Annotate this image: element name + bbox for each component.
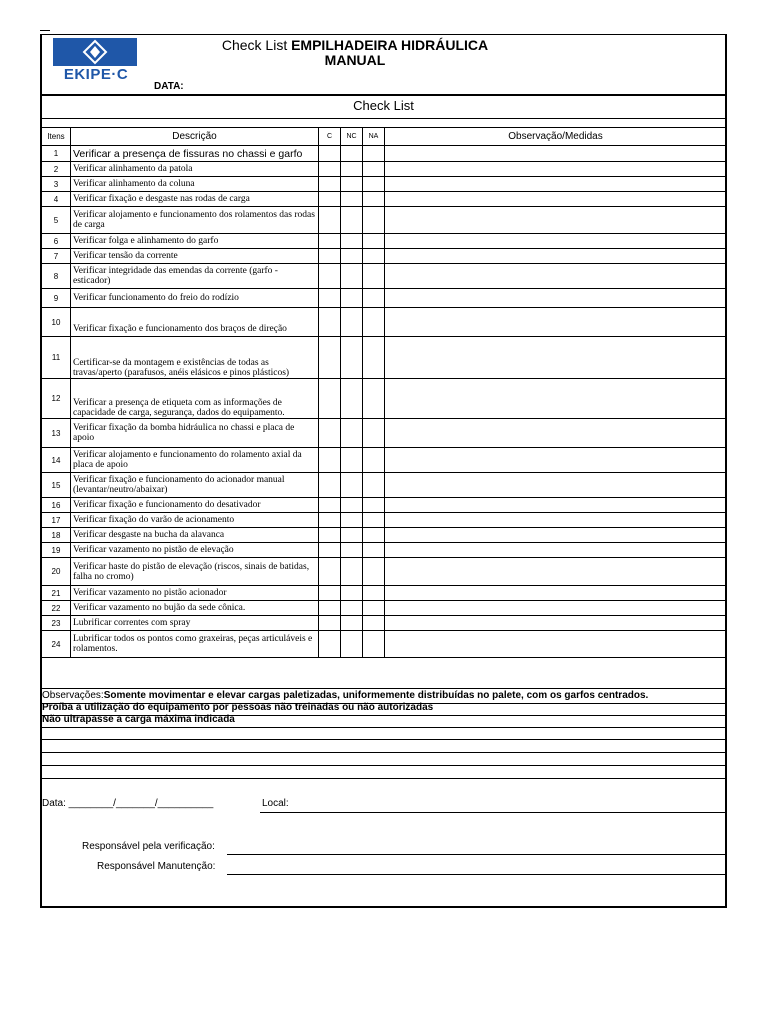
check-c[interactable] (319, 146, 341, 162)
check-c[interactable] (319, 289, 341, 308)
check-nc[interactable] (341, 264, 363, 289)
table-row (42, 558, 727, 586)
item-number: 9 (42, 289, 71, 308)
item-observacao[interactable] (385, 146, 727, 162)
item-number: 22 (42, 601, 71, 616)
item-observacao[interactable] (385, 631, 727, 658)
col-descricao: Descrição (71, 128, 319, 146)
col-observacao: Observação/Medidas (385, 128, 727, 146)
item-number: 12 (42, 379, 71, 419)
check-nc[interactable] (341, 146, 363, 162)
corner-mark (40, 30, 50, 31)
item-observacao[interactable] (385, 234, 727, 249)
check-nc[interactable] (341, 177, 363, 192)
table-row (42, 473, 727, 498)
table-row (42, 146, 727, 162)
check-nc[interactable] (341, 528, 363, 543)
table-row (42, 616, 727, 631)
check-nc[interactable] (341, 473, 363, 498)
item-number: 17 (42, 513, 71, 528)
check-c[interactable] (319, 162, 341, 177)
check-c[interactable] (319, 419, 341, 448)
item-description: Verificar tensão da corrente (71, 249, 319, 264)
check-c[interactable] (319, 308, 341, 337)
item-number: 3 (42, 177, 71, 192)
check-c[interactable] (319, 473, 341, 498)
check-nc[interactable] (341, 162, 363, 177)
check-na[interactable] (363, 586, 385, 601)
check-nc[interactable] (341, 379, 363, 419)
check-na[interactable] (363, 543, 385, 558)
observacoes-text1: Somente movimentar e elevar cargas paletizadas, uniformemente distribuídas no palete, com os garfos centrados. (103, 690, 649, 701)
check-na[interactable] (363, 631, 385, 658)
col-itens: Itens (42, 128, 71, 146)
checklist-table (41, 127, 727, 658)
item-description: Verificar funcionamento do freio do rodízio (71, 289, 319, 308)
item-description: Verificar alinhamento da coluna (71, 177, 319, 192)
col-c: C (319, 128, 341, 146)
check-c[interactable] (319, 379, 341, 419)
check-nc[interactable] (341, 558, 363, 586)
check-c[interactable] (319, 601, 341, 616)
check-c[interactable] (319, 631, 341, 658)
check-nc[interactable] (341, 337, 363, 379)
item-number: 14 (42, 448, 71, 473)
item-description: Verificar a presença de fissuras no chassi e garfo (71, 146, 319, 162)
check-nc[interactable] (341, 448, 363, 473)
title-prefix: Check List (221, 37, 292, 53)
item-number: 18 (42, 528, 71, 543)
item-number: 13 (42, 419, 71, 448)
item-number: 19 (42, 543, 71, 558)
item-observacao[interactable] (385, 448, 727, 473)
item-observacao[interactable] (385, 601, 727, 616)
item-observacao[interactable] (385, 177, 727, 192)
page-title (170, 38, 540, 68)
item-number: 10 (42, 308, 71, 337)
resp-verificacao-line[interactable] (227, 854, 727, 855)
obs-rule-4 (40, 739, 727, 740)
check-na[interactable] (363, 308, 385, 337)
table-header-row (42, 128, 727, 146)
check-nc[interactable] (341, 586, 363, 601)
col-na: NA (363, 128, 385, 146)
item-description: Verificar fixação e desgaste nas rodas de carga (71, 192, 319, 207)
item-description: Verificar fixação do varão de acionamento (71, 513, 319, 528)
item-observacao[interactable] (385, 558, 727, 586)
check-c[interactable] (319, 558, 341, 586)
check-c[interactable] (319, 177, 341, 192)
check-c[interactable] (319, 513, 341, 528)
check-c[interactable] (319, 337, 341, 379)
check-c[interactable] (319, 192, 341, 207)
item-number: 11 (42, 337, 71, 379)
item-number: 16 (42, 498, 71, 513)
table-row (42, 448, 727, 473)
section-title: Check List (353, 98, 414, 113)
check-nc[interactable] (341, 289, 363, 308)
table-row (42, 513, 727, 528)
obs-rule-2 (40, 715, 727, 716)
check-nc[interactable] (341, 616, 363, 631)
item-description: Verificar haste do pistão de elevação (riscos, sinais de batidas, falha no cromo) (71, 558, 319, 586)
table-row (42, 308, 727, 337)
check-na[interactable] (363, 289, 385, 308)
item-observacao[interactable] (385, 289, 727, 308)
table-row (42, 419, 727, 448)
item-description: Verificar fixação da bomba hidráulica no chassi e placa de apoio (71, 419, 319, 448)
item-description: Verificar vazamento no bujão da sede cônica. (71, 601, 319, 616)
check-na[interactable] (363, 379, 385, 419)
item-number: 2 (42, 162, 71, 177)
observacoes-text2: Proíba a utilização do equipamento por pessoas não treinadas ou não autorizadas (42, 702, 434, 713)
check-c[interactable] (319, 264, 341, 289)
check-na[interactable] (363, 528, 385, 543)
table-row (42, 264, 727, 289)
check-na[interactable] (363, 192, 385, 207)
item-observacao[interactable] (385, 308, 727, 337)
check-na[interactable] (363, 234, 385, 249)
item-description: Verificar fixação e funcionamento dos braços de direção (71, 308, 319, 337)
header-divider (40, 94, 727, 96)
item-number: 23 (42, 616, 71, 631)
item-description: Verificar alojamento e funcionamento do rolamento axial da placa de apoio (71, 448, 319, 473)
obs-rule-7 (40, 778, 727, 779)
check-c[interactable] (319, 586, 341, 601)
item-number: 8 (42, 264, 71, 289)
item-description: Lubrificar correntes com spray (71, 616, 319, 631)
check-na[interactable] (363, 337, 385, 379)
obs-rule-5 (40, 752, 727, 753)
item-description: Verificar alojamento e funcionamento dos rolamentos das rodas de carga (71, 207, 319, 234)
check-na[interactable] (363, 498, 385, 513)
item-observacao[interactable] (385, 207, 727, 234)
check-na[interactable] (363, 558, 385, 586)
item-description: Lubrificar todos os pontos como graxeiras, peças articuláveis e rolamentos. (71, 631, 319, 658)
table-row (42, 289, 727, 308)
check-na[interactable] (363, 448, 385, 473)
table-row (42, 337, 727, 379)
company-logo (53, 38, 139, 88)
table-row (42, 601, 727, 616)
item-observacao[interactable] (385, 586, 727, 601)
item-number: 20 (42, 558, 71, 586)
item-observacao[interactable] (385, 528, 727, 543)
obs-rule-1 (40, 703, 727, 704)
item-number: 6 (42, 234, 71, 249)
item-number: 4 (42, 192, 71, 207)
table-row (42, 586, 727, 601)
item-description: Verificar desgaste na bucha da alavanca (71, 528, 319, 543)
item-description: Certificar-se da montagem e existências de todas as travas/aperto (parafusos, anéis elásicos e pinos plásticos) (71, 337, 319, 379)
check-nc[interactable] (341, 192, 363, 207)
check-c[interactable] (319, 234, 341, 249)
check-nc[interactable] (341, 207, 363, 234)
footer-date-field[interactable]: Data: ________/_______/__________ (42, 798, 214, 809)
item-number: 1 (42, 146, 71, 162)
col-nc: NC (341, 128, 363, 146)
check-nc[interactable] (341, 249, 363, 264)
item-observacao[interactable] (385, 379, 727, 419)
check-c[interactable] (319, 249, 341, 264)
logo-text: EKIPE·C (63, 66, 129, 83)
header-date-label: DATA: (154, 81, 184, 92)
title-line2: MANUAL (324, 52, 386, 68)
check-na[interactable] (363, 177, 385, 192)
logo-diamond-icon (53, 38, 137, 66)
observacoes-line1 (42, 690, 648, 701)
check-na[interactable] (363, 601, 385, 616)
table-row (42, 192, 727, 207)
check-nc[interactable] (341, 543, 363, 558)
table-row (42, 177, 727, 192)
check-na[interactable] (363, 616, 385, 631)
check-na[interactable] (363, 513, 385, 528)
check-nc[interactable] (341, 308, 363, 337)
item-description: Verificar vazamento no pistão de elevação (71, 543, 319, 558)
table-row (42, 379, 727, 419)
check-nc[interactable] (341, 234, 363, 249)
logo-emblem (53, 38, 137, 66)
observacoes-label: Observações: (42, 690, 104, 701)
table-row (42, 249, 727, 264)
footer-local-label: Local: (262, 798, 289, 809)
item-observacao[interactable] (385, 473, 727, 498)
check-nc[interactable] (341, 498, 363, 513)
item-observacao[interactable] (385, 337, 727, 379)
resp-manutencao-label: Responsável Manutenção: (97, 861, 216, 872)
item-number: 24 (42, 631, 71, 658)
item-number: 7 (42, 249, 71, 264)
check-nc[interactable] (341, 631, 363, 658)
table-row (42, 162, 727, 177)
check-na[interactable] (363, 207, 385, 234)
check-c[interactable] (319, 448, 341, 473)
title-main: EMPILHADEIRA HIDRÁULICA (291, 37, 489, 53)
check-na[interactable] (363, 473, 385, 498)
item-observacao[interactable] (385, 192, 727, 207)
check-na[interactable] (363, 162, 385, 177)
resp-manutencao-line[interactable] (227, 874, 727, 875)
item-description: Verificar fixação e funcionamento do desativador (71, 498, 319, 513)
item-description: Verificar alinhamento da patola (71, 162, 319, 177)
item-number: 21 (42, 586, 71, 601)
obs-rule-0 (40, 688, 727, 689)
check-c[interactable] (319, 498, 341, 513)
item-description: Verificar integridade das emendas da corrente (garfo - esticador) (71, 264, 319, 289)
check-na[interactable] (363, 264, 385, 289)
table-row (42, 528, 727, 543)
item-observacao[interactable] (385, 543, 727, 558)
check-na[interactable] (363, 419, 385, 448)
check-nc[interactable] (341, 419, 363, 448)
resp-verificacao-label: Responsável pela verificação: (82, 841, 215, 852)
table-row (42, 207, 727, 234)
item-observacao[interactable] (385, 419, 727, 448)
check-c[interactable] (319, 543, 341, 558)
table-row (42, 543, 727, 558)
check-na[interactable] (363, 146, 385, 162)
item-number: 5 (42, 207, 71, 234)
checklist-body (42, 146, 727, 658)
item-description: Verificar vazamento no pistão acionador (71, 586, 319, 601)
check-na[interactable] (363, 249, 385, 264)
item-observacao[interactable] (385, 249, 727, 264)
item-observacao[interactable] (385, 162, 727, 177)
item-observacao[interactable] (385, 498, 727, 513)
check-c[interactable] (319, 616, 341, 631)
item-description: Verificar a presença de etiqueta com as informações de capacidade de carga, segurança, dados do equipamento. (71, 379, 319, 419)
item-description: Verificar fixação e funcionamento do acionador manual (levantar/neutro/abaixar) (71, 473, 319, 498)
section-divider (40, 118, 727, 119)
table-row (42, 498, 727, 513)
table-row (42, 234, 727, 249)
local-input-line[interactable] (260, 812, 727, 813)
item-number: 15 (42, 473, 71, 498)
check-c[interactable] (319, 207, 341, 234)
obs-rule-3 (40, 727, 727, 728)
item-observacao[interactable] (385, 513, 727, 528)
item-observacao[interactable] (385, 616, 727, 631)
check-nc[interactable] (341, 601, 363, 616)
item-description: Verificar folga e alinhamento do garfo (71, 234, 319, 249)
obs-rule-6 (40, 765, 727, 766)
check-c[interactable] (319, 528, 341, 543)
item-observacao[interactable] (385, 264, 727, 289)
table-row (42, 631, 727, 658)
observacoes-text3: Não ultrapasse a carga máxima indicada (42, 714, 235, 725)
check-nc[interactable] (341, 513, 363, 528)
